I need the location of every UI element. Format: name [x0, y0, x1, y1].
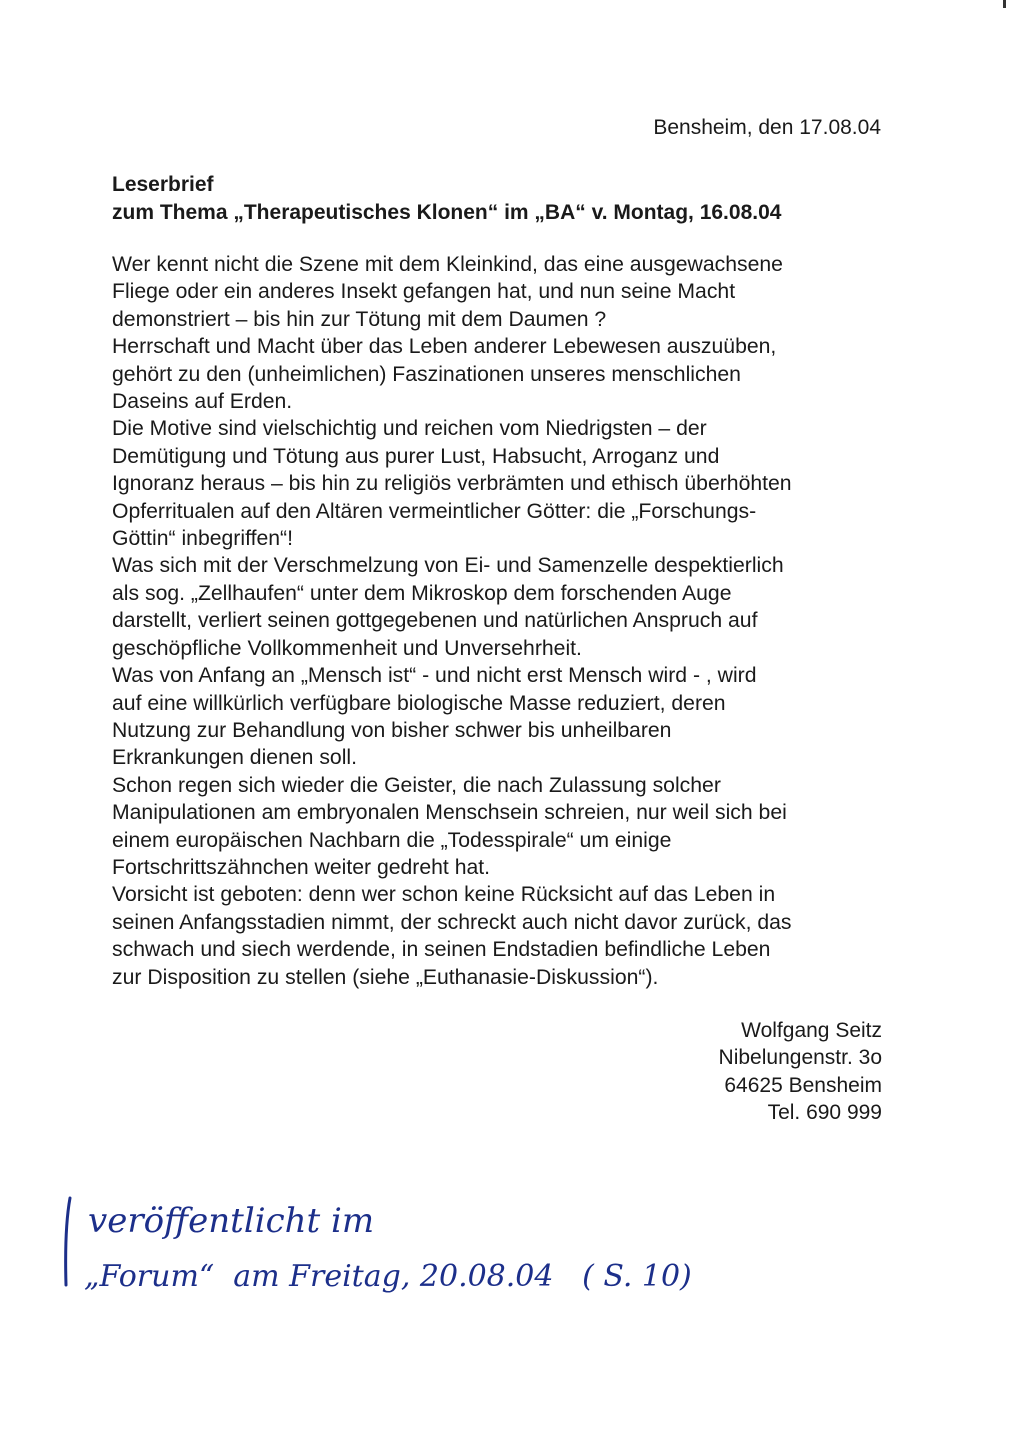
body-line: zur Disposition zu stellen (siehe „Euthanasie-Diskussion“). [112, 965, 659, 989]
letter-body [112, 251, 902, 991]
body-line: Was von Anfang an „Mensch ist“ - und nicht erst Mensch wird - , wird [112, 664, 757, 688]
body-line: Ignoranz heraus – bis hin zu religiös verbrämten und ethisch überhöhten [112, 472, 792, 496]
body-line: Was sich mit der Verschmelzung von Ei- und Samenzelle despektierlich [112, 554, 784, 578]
handwritten-note-svg [62, 1190, 942, 1300]
body-line: einem europäischen Nachbarn die „Todesspirale“ um einige [112, 828, 672, 852]
body-line: darstellt, verliert seinen gottgegebenen und natürlichen Anspruch auf [112, 609, 758, 633]
handwritten-line-2: „Forum“ am Freitag, 20.08.04 ( S. 10) [84, 1259, 692, 1294]
body-line: gehört zu den (unheimlichen) Faszinationen unseres menschlichen [112, 362, 741, 386]
heading-title: Leserbrief [112, 173, 214, 196]
body-line: Göttin“ inbegriffen“! [112, 527, 293, 551]
signature-name: Wolfgang Seitz [741, 1019, 882, 1042]
signature-city: 64625 Bensheim [724, 1073, 882, 1097]
body-line: Fliege oder ein anderes Insekt gefangen hat, und nun seine Macht [112, 280, 736, 304]
body-line: Demütigung und Tötung aus purer Lust, Habsucht, Arroganz und [112, 444, 720, 468]
body-line: Manipulationen am embryonalen Menschsein schreien, nur weil sich bei [112, 801, 787, 825]
body-line: seinen Anfangsstadien nimmt, der schreckt auch nicht davor zurück, das [112, 910, 792, 934]
signature-phone: Tel. 690 999 [767, 1101, 882, 1125]
body-line: als sog. „Zellhaufen“ unter dem Mikroskop dem forschenden Auge [112, 581, 732, 605]
body-line: auf eine willkürlich verfügbare biologische Masse reduziert, deren [112, 691, 726, 715]
letter-heading [112, 171, 781, 227]
body-line: demonstriert – bis hin zur Tötung mit dem Daumen ? [112, 307, 607, 331]
heading-subject: zum Thema „Therapeutisches Klonen“ im „BA“ v. Montag, 16.08.04 [112, 201, 782, 224]
handwritten-note [62, 1190, 942, 1300]
margin-bracket-mark [66, 1198, 70, 1285]
body-line: Daseins auf Erden. [112, 390, 293, 414]
signature-block [719, 1017, 882, 1127]
body-line: Opferritualen auf den Altären vermeintlicher Götter: die „Forschungs- [112, 499, 757, 523]
body-line: Nutzung zur Behandlung von bisher schwer bis unheilbaren [112, 718, 672, 742]
body-line: Herrschaft und Macht über das Leben anderer Lebewesen auszuüben, [112, 335, 777, 359]
body-line: Die Motive sind vielschichtig und reichen vom Niedrigsten – der [112, 417, 707, 441]
scan-edge-mark [1003, 0, 1006, 8]
body-line: schwach und siech werdende, in seinen Endstadien befindliche Leben [112, 938, 771, 962]
body-line: Schon regen sich wieder die Geister, die nach Zulassung solcher [112, 773, 721, 797]
body-line: Wer kennt nicht die Szene mit dem Kleinkind, das eine ausgewachsene [112, 253, 783, 276]
date-line: Bensheim, den 17.08.04 [653, 116, 881, 139]
body-line: Vorsicht ist geboten: denn wer schon keine Rücksicht auf das Leben in [112, 883, 776, 907]
body-line: Fortschrittszähnchen weiter gedreht hat. [112, 855, 491, 879]
body-line: geschöpfliche Vollkommenheit und Unversehrheit. [112, 636, 582, 660]
body-line: Erkrankungen dienen soll. [112, 746, 357, 770]
handwritten-line-1: veröffentlicht im [88, 1201, 375, 1241]
signature-street: Nibelungenstr. 3o [718, 1046, 882, 1070]
